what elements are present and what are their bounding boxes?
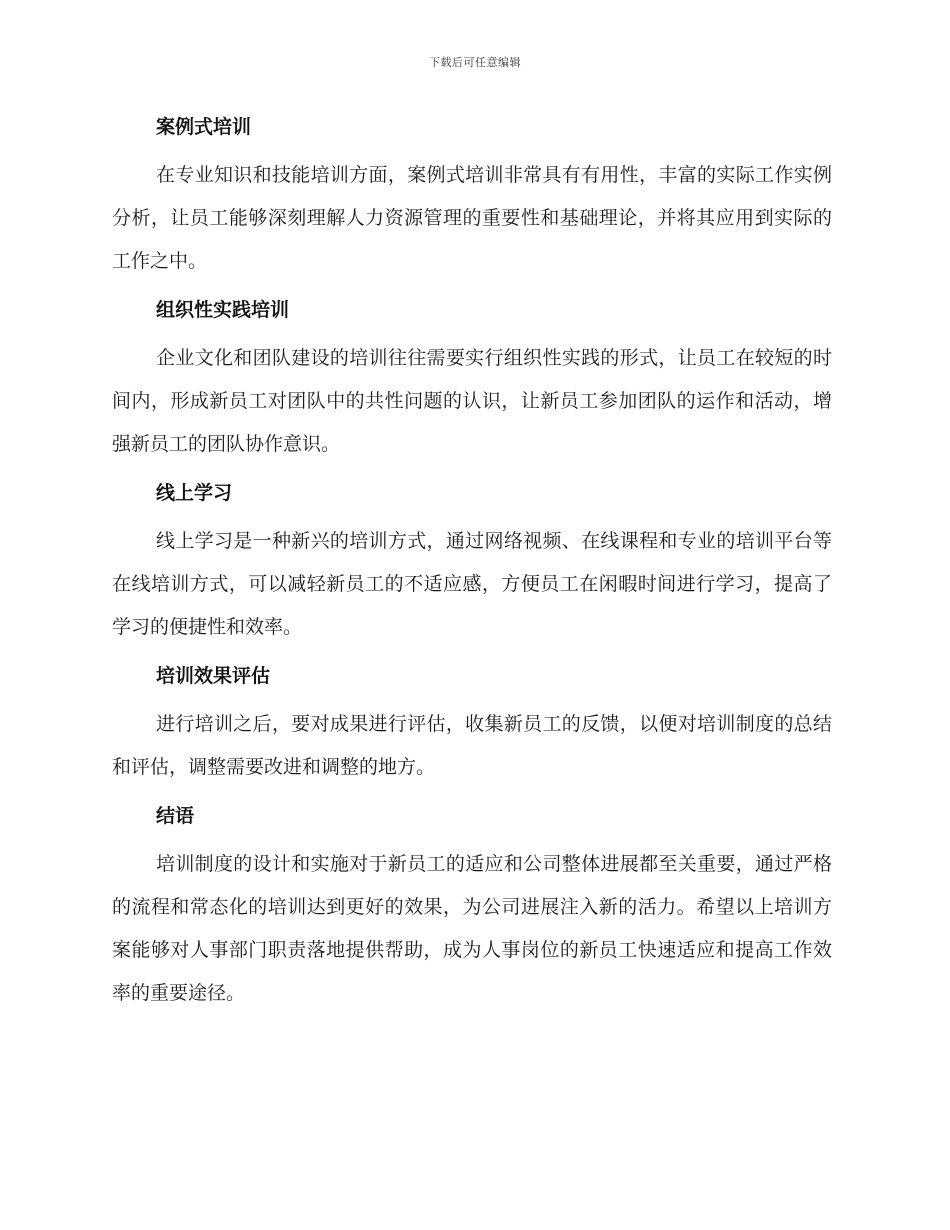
section-heading: 组织性实践培训 [156, 299, 290, 321]
section-heading: 案例式培训 [156, 116, 252, 138]
section-heading: 线上学习 [156, 482, 233, 504]
document-body [112, 108, 832, 1023]
section-online-learning [112, 474, 832, 649]
section-paragraph: 线上学习是一种新兴的培训方式，通过网络视频、在线课程和专业的培训平台等在线培训方式，可以减轻新员工的不适应感，方便员工在闲暇时间进行学习，提高了学习的便捷性和效率。 [112, 530, 832, 638]
section-paragraph: 企业文化和团队建设的培训往往需要实行组织性实践的形式，让员工在较短的时间内，形成新员工对团队中的共性问题的认识，让新员工参加团队的运作和活动，增强新员工的团队协作意识。 [112, 347, 832, 455]
page-header: 下载后可任意编辑 [429, 56, 521, 69]
section-heading: 培训效果评估 [156, 665, 271, 687]
section-case-training [112, 108, 832, 283]
section-evaluation [112, 657, 832, 789]
section-paragraph: 进行培训之后，要对成果进行评估，收集新员工的反馈，以便对培训制度的总结和评估，调整需要改进和调整的地方。 [112, 713, 832, 778]
section-conclusion [112, 797, 832, 1015]
section-paragraph: 在专业知识和技能培训方面，案例式培训非常具有有用性，丰富的实际工作实例分析，让员工能够深刻理解人力资源管理的重要性和基础理论，并将其应用到实际的工作之中。 [112, 164, 832, 272]
section-practice-training [112, 291, 832, 466]
section-paragraph: 培训制度的设计和实施对于新员工的适应和公司整体进展都至关重要，通过严格的流程和常态化的培训达到更好的效果，为公司进展注入新的活力。希望以上培训方案能够对人事部门职责落地提供帮助，成为人事岗位的新员工快速适应和提高工作效率的重要途径。 [112, 853, 832, 1004]
section-heading: 结语 [156, 805, 195, 827]
